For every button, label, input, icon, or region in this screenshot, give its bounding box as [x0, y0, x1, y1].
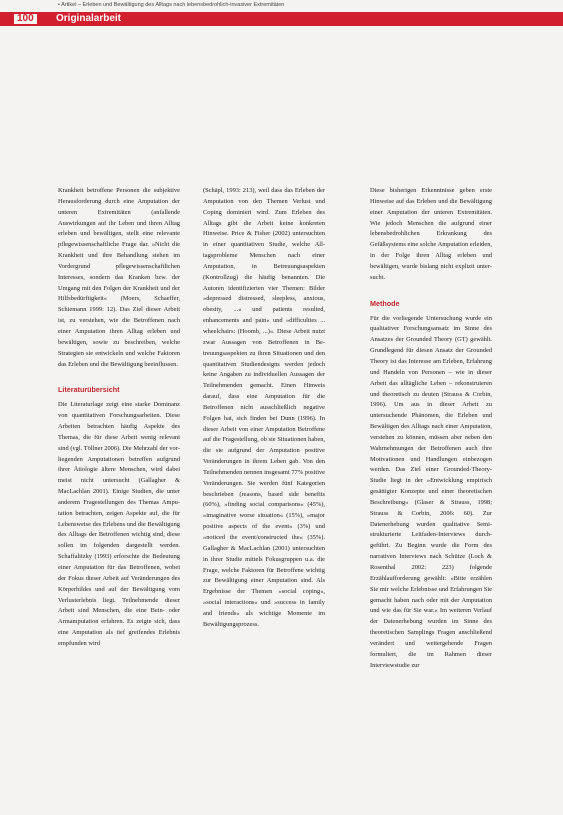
text-column-2: [203, 186, 325, 631]
body-paragraph: Für die vorliegende Untersuchung wurde ein qualitativer Forschungsansatz im Sinne des Ansatzes der Grounded Theory (GT) gewählt. Grundlegend für diesen Ansatz der Grounded Theory ist das Interesse am Erleben, Erfahrung und Handeln von Personen – wie in dieser Arbeit das alltägliche Leben – rekonstruieren und theoretisch zu deuten (Strauss & Corbin, 1996). Um aus in dieser Arbeit zu untersuchende Phänomen, die Erleben und Bewältigen des Alltags nach einer Amputation, verstehen zu können, müssen aber neben den Wahrnehmungen der Betroffenen auch ihre Motivationen und Handlungen einbezogen werden. Das Ziel einer Grounded-Theory-Studie liegt in der »Entwicklung empirisch gesättigter Konzepte und einer theoretischen Beschreibung« (Glaser & Strauss, 1998; Strauss & Corbin, 2006: 60). Zur Datenerhebung wurden qualitative Semi-strukturierte Leitfaden-Interviews durchgeführt. Zu Beginn wurde die Form des narrativen Interviews nach Schütze (Loch & Rosenthal 2002: 223) folgende Erzählaufforderung gewählt: »Bitte erzählen Sie mir welche Erlebnisse und Erfahrungen Sie gemacht haben nach oder mit der Amputation und wie das für Sie war.« Im weiteren Verlauf der Datenerhebung wurden im Sinne des theoretischen Samplings Fragen anschließend verändert und weitergehende Fragen formuliert, die im Rahmen dieser Interviewstudie zur: [370, 314, 492, 669]
text-column-1: [58, 186, 180, 650]
body-paragraph: Krankheit betroffene Personen die subjektive Herausforderung durch eine Amputation der unteren Extremitäten (anfallende Auswirkungen auf ihr Leben und ihren Alltag erleben und bewältigen, stellt eine relevante pflegewissenschaftliche Frage dar. »Nicht die Krankheit und ihre Behandlung stehen im Vordergrund pflegewissenschaftlichen Interesses, sondern das Kranken bzw. der Umgang mit den Folgen der Krankheit und der Hilfsbedürftigkeit« (Moers, Schaeffer, Schiemann 1999: 12). Das Ziel dieser Arbeit ist, zu verstehen, wie die Betroffenen nach einer Amputation ihren Alltag erleben und bewältigen, sowie zu beschreiben, welche Strategien sie entwickeln und welche Faktoren das Erleben und die Bewältigung beeinflussen.: [58, 187, 180, 368]
section-label: Originalarbeit: [56, 13, 122, 24]
running-head: • Artikel – Erleben und Bewältigung des Alltags nach lebensbedrohlich-invasiver Extremitäten: [58, 2, 285, 8]
page-number: 100: [14, 14, 37, 24]
section-heading: Methode: [370, 298, 400, 308]
text-column-3: [370, 186, 492, 671]
section-heading: Literaturübersicht: [58, 385, 120, 395]
body-paragraph: Diese bisherigen Erkenntnisse geben erste Hinweise auf das Erleben und die Bewältigung einer Amputation der unteren Extremitäten. Wie jedoch Menschen die aufgrund einer lebensbedrohlichen Erkrankung des Gefäßsystems eine solche Amputation erleiden, in der Folge ihren Alltag erleben und bewältigen, wurde bislang nicht explizit untersucht.: [370, 187, 492, 281]
body-paragraph: (Schäpl, 1993: 213), weil dass das Erleben der Amputation von den Themen Verlust und Coping dominiert wird. Zum Erleben des Alltags gibt die Arbeit keine konkreten Hinweise. Price & Fisher (2002) untersuchten in einer quantitativen Studie, welche Alltagsprobleme Menschen nach einer Amputation, in Betreuungsaspekten (Kontrollzug) die häufig benannten. Die Autoren identifizierten vier Themen: Bilder »depressed distressed, sleepless, anxious, obesity, ...« und patients resulted, enhancements and pain« und »difficulties ... wheelchairs: (Hoomb, ...)«. Diese Arbeit nutzt zwar Aussagen von Betroffenen in Betreuungsaspekten zu ihren Situationen und den quantitativen Studiendesigns werden jedoch keine Angaben zu individuellen Aussagen der Teilnehmenden gemacht. Einen Hinweis darauf, dass eine Amputation für die Betroffenen nicht ausschließlich negative Folgen hat, sich finden bei Dunn (1996). In dieser Arbeit von einer Amputation Betroffene auf die Fragestellung, ob sie Situationen haben, die sie aufgrund der Amputation positive Veränderungen in ihrem Leben gab. Von den Teilnehmenden nennen insgesamt 77% positive Veränderungen. Sie werden fünf Kategorien beschrieben (reasons, based side benefits (60%), »finding social comparisons« (45%), »imaginative worse situation« (15%), »major positive aspects of the event« (3%) und »noticed the event/constructed the« (35%). Gallagher & MacLachlan (2001) untersuchten in ihrer Studie mittels Fokusgruppen u.a. die Frage, welche Faktoren für Betroffene wichtig zur Bewältigung einer Amputation sind. Als Ergebnisse der Themen »social coping«, »social interactions« und »success in family and friends« als wichtige Momente im Bewältigungsprozess.: [203, 187, 325, 628]
body-paragraph: Die Literaturlage zeigt eine starke Dominanz von quantitativen Forschungsarbeiten. Diese Arbeiten betrachten häufig Aspekte des Themas, die für diese Arbeit wenig relevant sind (vgl. Töllner 2006). Die Mehrzahl der vorliegenden Amputationen betreffen aufgrund ihrer Ätiologie ältere Menschen, wird dabei meist nicht untersucht (Gallagher & MacLachlan 2001). Einige Studien, die unter anderem Fragestellungen des Themas Amputation betrachten, zeigen Aspekte auf, die für Lebensweise des Erlebens und die Bewältigung des Alltags der Betroffenen wichtig sind, diese sollen im folgenden dargestellt werden. Schaffalitzky (1993) erforschte die Bedeutung einer Amputation für das Betroffenen, wobei der Fokus dieser Arbeit auf Veränderungen des Körperbildes und auf der Bewältigung vom Verlusterlebnis liegt. Teilnehmende dieser Arbeit sind Menschen, die eine Bein- oder Armamputation erfahren. Es zeigte sich, dass eine Amputation als tief greifendes Erlebnis empfunden wird: [58, 401, 180, 647]
